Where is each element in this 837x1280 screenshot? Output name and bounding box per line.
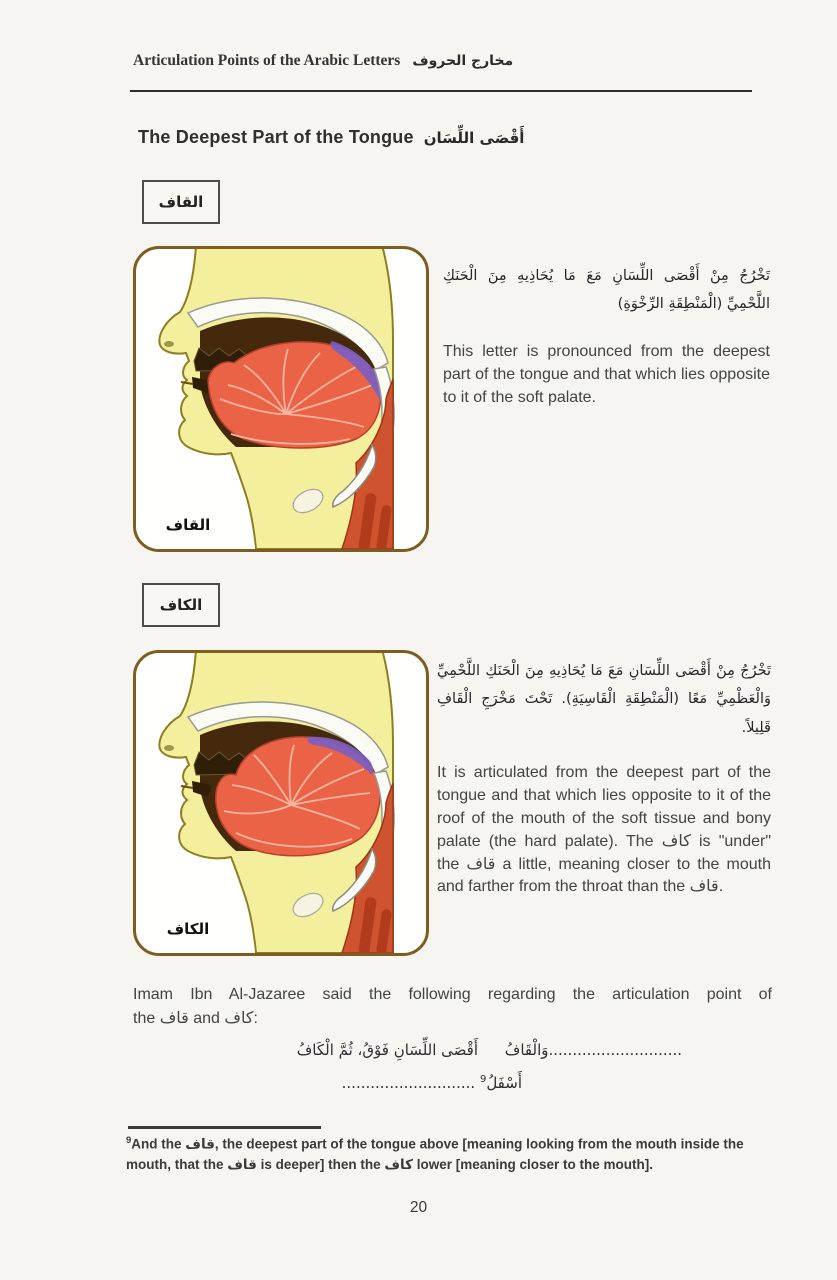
kaf-mouth-diagram [133, 650, 429, 956]
qaf-mouth-diagram [133, 246, 429, 552]
footnote-rule [128, 1126, 321, 1129]
page-number: 20 [409, 1199, 428, 1216]
section-title-arabic: أَقْصَى اللِّسَان [423, 129, 525, 147]
verse-line2-word: أَسْفَلُ [486, 1074, 522, 1092]
jazaree-intro [133, 983, 772, 1031]
header-title-english: Articulation Points of the Arabic Letters [133, 52, 401, 69]
verse-hemistich-right: ............................وَالْقَافُ [504, 1041, 682, 1059]
kaf-diagram-svg [136, 653, 426, 953]
header-rule [130, 90, 752, 92]
footnote [126, 1134, 778, 1175]
header-title-arabic: مخارج الحروف [412, 53, 514, 69]
verse-footnote-marker: 9 [479, 1074, 487, 1085]
jazaree-verse [210, 1041, 682, 1092]
kaf-diagram-caption: الكاف [166, 920, 210, 938]
qaf-diagram-caption: القاف [165, 516, 211, 534]
kaf-letter-box [142, 583, 220, 627]
verse-line2-dots: ............................ [341, 1074, 476, 1092]
qaf-diagram-svg [136, 249, 426, 549]
qaf-letter-label: القاف [158, 193, 204, 211]
footnote-text: And the قاف, the deepest part of the tongue above [meaning looking from the mouth inside the mouth, that the قاف is deeper] then the كاف lower [meaning closer to the mouth]. [126, 1136, 744, 1172]
verse-line1 [210, 1041, 682, 1059]
qaf-english-paragraph: This letter is pronounced from the deepest part of the tongue and that which lies opposite to it of the soft palate. [443, 343, 770, 406]
section-title-english: The Deepest Part of the Tongue [138, 127, 414, 147]
kaf-english-paragraph: It is articulated from the deepest part of the tongue and that which lies opposite to it of the roof of the mouth of the soft tissue and bony palate (the hard palate). The كاف is "under" the قاف a little, meaning closer to the mouth and farther from the throat than the قاف. [437, 764, 772, 896]
verse-line2 [210, 1074, 522, 1092]
running-header [133, 52, 758, 70]
verse-hemistich-left: أَقْصَى اللِّسَانِ فَوْقُ، ثُمَّ الْكَافُ [296, 1041, 479, 1059]
jazaree-intro-line2: the قاف and كاف: [133, 1010, 258, 1027]
footnote-marker: 9 [126, 1135, 132, 1146]
kaf-arabic-paragraph: تَخْرُجُ مِنْ أَقْصَى اللِّسَانِ مَعَ مَا يُحَاذِيهِ مِنَ الْحَنَكِ اللَّحْمِيِّ وَالْعَظْمِيِّ مَعًا (الْمَنْطِقَةِ الْقَاسِيَةِ). تَحْتَ مَخْرَجِ الْقَافِ قَلِيلاً. [437, 663, 771, 736]
jazaree-intro-line1: Imam Ibn Al-Jazaree said the following regarding the articulation point of [133, 986, 772, 1003]
kaf-letter-label: الكاف [159, 596, 203, 614]
nostril [164, 745, 174, 751]
nostril [164, 341, 174, 347]
qaf-arabic-paragraph: تَخْرُجُ مِنْ أَقْصَى اللِّسَانِ مَعَ مَا يُحَاذِيهِ مِنَ الْحَنَكِ اللَّحْمِيِّ (الْمَنْطِقَةِ الرِّخْوَةِ) [443, 268, 770, 313]
section-title [138, 127, 524, 148]
qaf-letter-box [142, 180, 220, 224]
